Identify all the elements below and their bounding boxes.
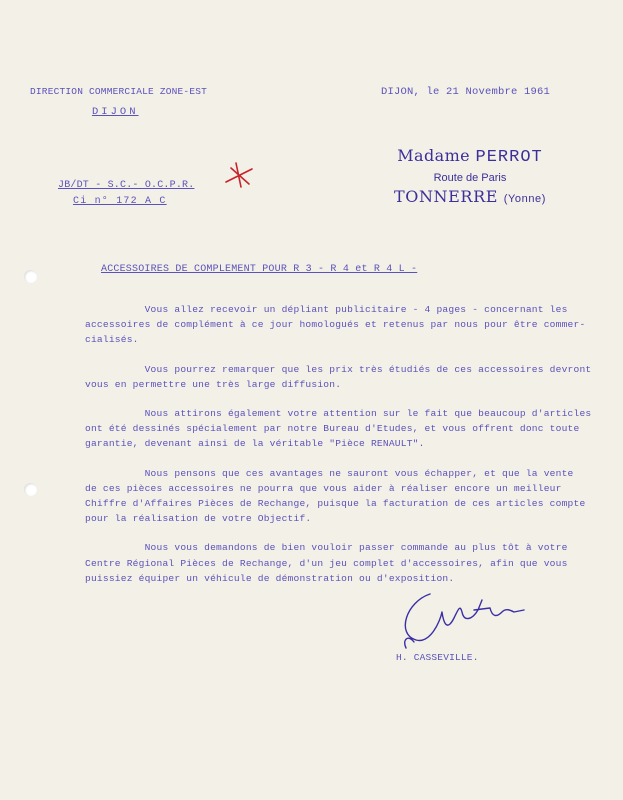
recipient-department: (Yonne): [503, 193, 547, 205]
recipient-address-stamp: [370, 146, 570, 206]
body-paragraph: Nous attirons également votre attention sur le fait que beaucoup d'articles ont été dessinés spécialement par notre Bureau d'Etudes, et vous offrent donc toute garantie, devenant ainsi de la véritable "Pièce RENAULT".: [85, 408, 592, 450]
letter-body: [85, 302, 592, 600]
reference-line-2: [73, 196, 167, 207]
recipient-city-line: [370, 187, 570, 206]
punch-hole: [24, 270, 37, 283]
reference-line-1: [58, 180, 194, 191]
body-paragraph: Vous allez recevoir un dépliant publicitaire - 4 pages - concernant les accessoires de complément à ce jour homologués et retenus par nous pour être commer- cialisés.: [85, 304, 586, 346]
circular-number: Ci n° 172 A C: [73, 196, 167, 207]
recipient-city: TONNERRE: [393, 187, 499, 206]
handwritten-asterisk-mark: [222, 160, 256, 190]
sender-city: DIJON: [92, 106, 139, 118]
sender-department: DIRECTION COMMERCIALE ZONE-EST: [30, 86, 208, 97]
dateline: DIJON, le 21 Novembre 1961: [381, 86, 551, 98]
handwritten-signature: [386, 582, 536, 654]
signatory-name: H. CASSEVILLE.: [396, 652, 479, 663]
letter-subject: ACCESSOIRES DE COMPLEMENT POUR R 3 - R 4 et R 4 L -: [101, 264, 418, 275]
body-paragraph: Nous vous demandons de bien vouloir passer commande au plus tôt à votre Centre Régional Pièces de Rechange, d'un jeu complet d'accessoires, afin que vous puissiez équiper un véhicule de démonstration ou d'exposition.: [85, 542, 568, 584]
recipient-street: Route de Paris: [433, 172, 507, 184]
reference-code: JB/DT - S.C.- O.C.P.R.: [58, 180, 195, 191]
body-paragraph: Nous pensons que ces avantages ne sauront vous échapper, et que la vente de ces pièces accessoires ne pourra que vous aider à réaliser encore un meilleur Chiffre d'Affaires Pièces de Rechange, puisque la facturation de ces articles compte pour la réalisation de votre Objectif.: [85, 467, 586, 525]
body-paragraph: Vous pourrez remarquer que les prix très étudiés de ces accessoires devront vous en permettre une très large diffusion.: [85, 363, 592, 390]
recipient-name: [370, 146, 570, 167]
recipient-surname: PERROT: [475, 148, 543, 167]
recipient-title: Madame: [397, 146, 471, 165]
punch-hole: [24, 483, 37, 496]
